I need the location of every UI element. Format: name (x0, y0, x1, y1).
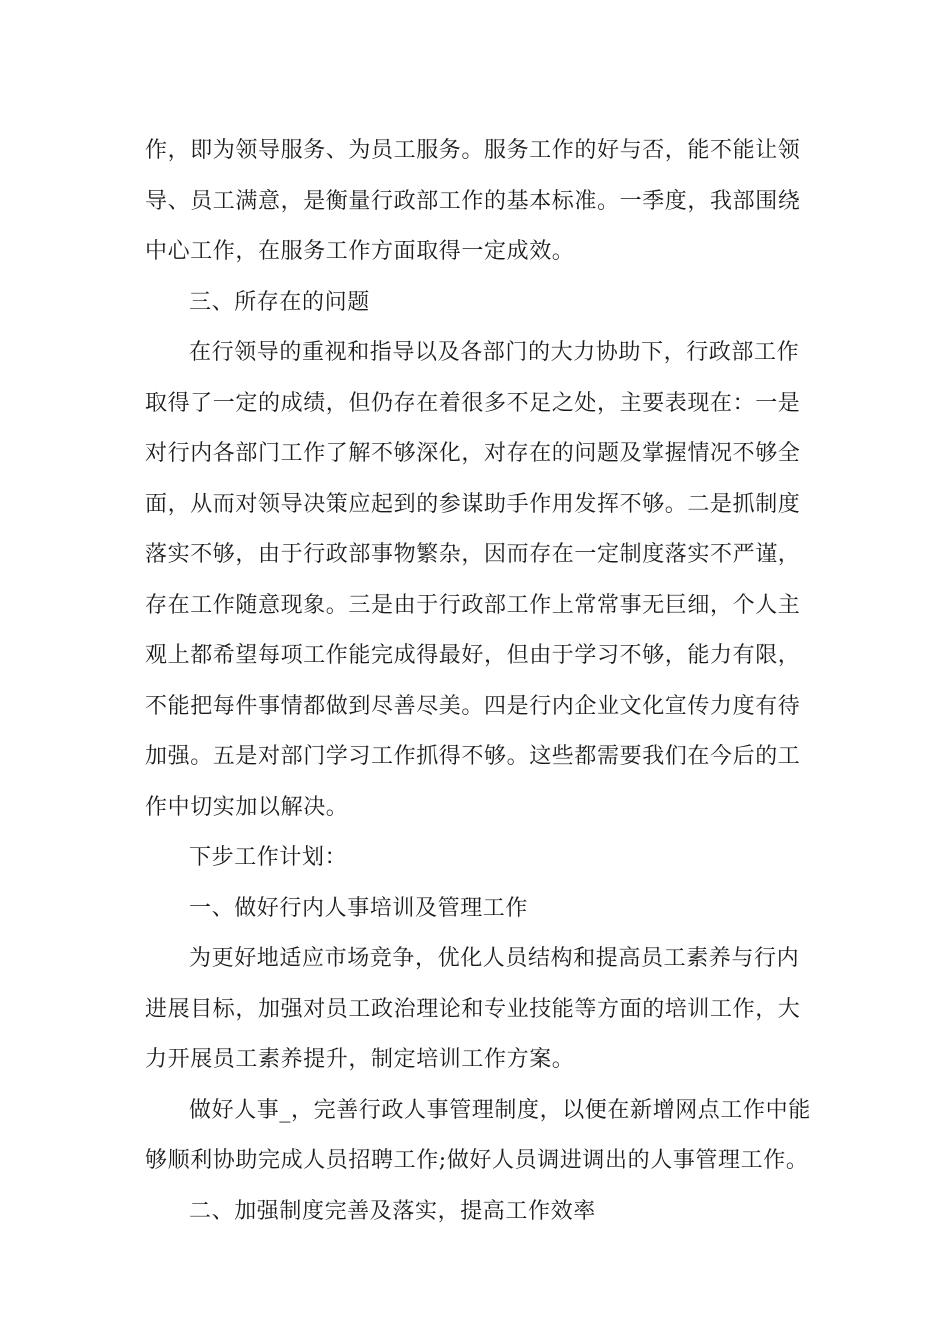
paragraph-line: 对行内各部门工作了解不够深化，对存在的问题及掌握情况不够全 (145, 441, 801, 466)
paragraph-line: 存在工作随意现象。三是由于行政部工作上常常事无巨细，个人主 (145, 592, 801, 618)
paragraph-line: 作，即为领导服务、为员工服务。服务工作的好与否，能不能让领 (145, 138, 801, 163)
paragraph-line: 加强。五是对部门学习工作抓得不够。这些都需要我们在今后的工 (145, 744, 801, 769)
paragraph-line: 落实不够，由于行政部事物繁杂，因而存在一定制度落实不严谨， (145, 542, 801, 567)
paragraph-line: 不能把每件事情都做到尽善尽美。四是行内企业文化宣传力度有待 (145, 693, 801, 719)
paragraph-line: 导、员工满意，是衡量行政部工作的基本标准。一季度，我部围绕 (145, 188, 801, 214)
paragraph-line: 在行领导的重视和指导以及各部门的大力协助下，行政部工作 (189, 340, 800, 365)
paragraph-line: 作中切实加以解决。 (145, 794, 349, 820)
paragraph-line: 取得了一定的成绩，但仍存在着很多不足之处，主要表现在：一是 (145, 390, 801, 416)
paragraph-line: 一、做好行内人事培训及管理工作 (189, 895, 529, 921)
paragraph-line: 观上都希望每项工作能完成得最好，但由于学习不够，能力有限， (145, 643, 801, 668)
paragraph-line: 进展目标，加强对员工政治理论和专业技能等方面的培训工作，大 (145, 996, 801, 1022)
document-body (145, 126, 809, 1237)
paragraph-line: 下步工作计划： (189, 845, 348, 870)
paragraph-line: 二、加强制度完善及落实，提高工作效率 (189, 1198, 596, 1224)
paragraph-line: 做好人事_，完善行政人事管理制度，以便在新增网点工作中能 (189, 1097, 811, 1123)
paragraph-line: 中心工作，在服务工作方面取得一定成效。 (145, 239, 575, 264)
paragraph-line: 三、所存在的问题 (189, 289, 370, 315)
paragraph-line: 为更好地适应市场竞争，优化人员结构和提高员工素养与行内 (189, 946, 800, 971)
paragraph-line: 面，从而对领导决策应起到的参谋助手作用发挥不够。二是抓制度 (145, 491, 801, 517)
paragraph-line: 力开展员工素养提升，制定培训工作方案。 (145, 1047, 575, 1072)
paragraph-line: 够顺利协助完成人员招聘工作;做好人员调进调出的人事管理工作。 (145, 1148, 809, 1173)
